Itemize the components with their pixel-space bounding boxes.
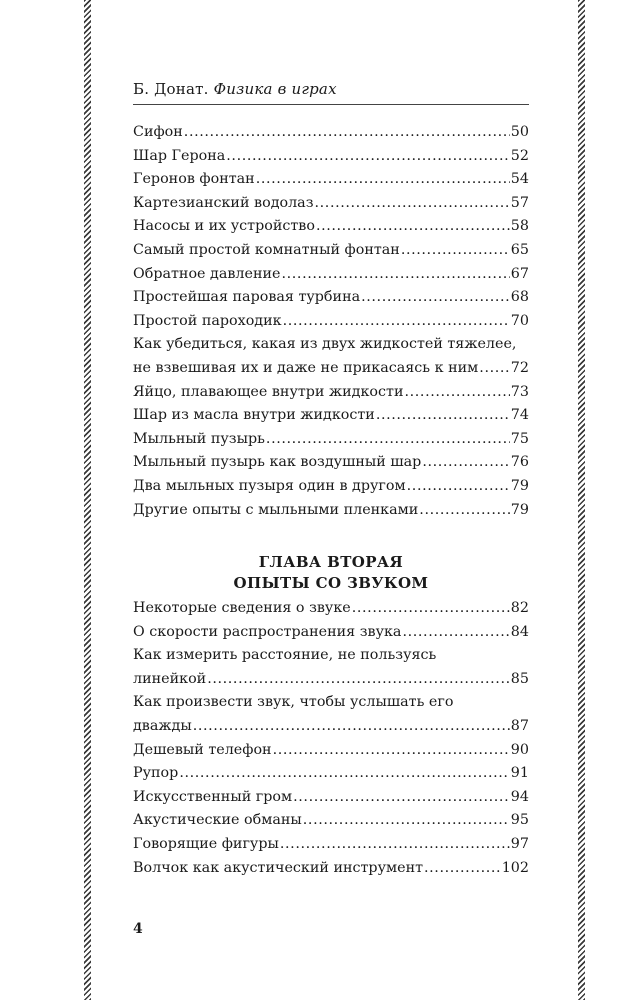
dot-leader <box>361 286 510 310</box>
dot-leader <box>293 786 510 810</box>
dot-leader <box>226 145 510 169</box>
toc-entry-page: 67 <box>510 265 529 282</box>
toc-entry <box>133 121 529 145</box>
dot-leader <box>419 499 510 523</box>
toc-entry-title: О скорости распространения звука <box>133 623 402 640</box>
dot-leader <box>352 597 510 621</box>
toc-entry-page: 68 <box>510 289 529 306</box>
dot-leader <box>404 381 509 405</box>
dot-leader <box>193 715 510 739</box>
toc-entry-title: Картезианский водолаз <box>133 194 314 211</box>
toc-entry-page: 70 <box>510 312 529 329</box>
dot-leader <box>316 215 510 239</box>
toc-entry <box>133 809 529 833</box>
toc-entry <box>133 857 529 881</box>
toc-entry-title: Другие опыты с мыльными пленками <box>133 501 419 518</box>
dot-leader <box>401 239 510 263</box>
toc-entry <box>133 499 529 523</box>
toc-entry-title: Акустические обманы <box>133 812 302 829</box>
toc-entry <box>133 762 529 786</box>
toc-entry-title: Некоторые сведения о звуке <box>133 600 351 616</box>
toc-entry-title: Рупор <box>133 765 179 782</box>
toc-entry-page: 87 <box>510 717 529 734</box>
dot-leader <box>184 121 510 145</box>
toc-entry-page: 65 <box>510 241 529 258</box>
dot-leader <box>179 762 509 786</box>
toc-entry-title-line1: Как измерить расстояние, не пользуясь <box>133 647 437 664</box>
toc-entry <box>133 475 529 499</box>
dot-leader <box>479 357 510 381</box>
dot-leader <box>207 668 510 692</box>
toc-entry-title: Яйцо, плавающее внутри жидкости <box>133 383 404 400</box>
toc-entry <box>133 145 529 169</box>
toc-entry <box>133 404 529 428</box>
dot-leader <box>422 451 509 475</box>
toc-entry-title: Простейшая паровая турбина <box>133 289 361 306</box>
toc-entry <box>133 333 529 380</box>
toc-entry-title: Шар из масла внутри жидкости <box>133 407 375 424</box>
toc-entry-page: 90 <box>510 741 529 758</box>
dot-leader <box>280 833 510 857</box>
dot-leader <box>315 192 510 216</box>
toc-entry-title: Дешевый телефон <box>133 741 272 758</box>
toc-entry <box>133 786 529 810</box>
chapter-title: ОПЫТЫ СО ЗВУКОМ <box>233 574 429 592</box>
toc-entry-page: 95 <box>510 812 529 829</box>
toc-entry <box>133 381 529 405</box>
decorative-border-left <box>84 0 91 1000</box>
page-number: 4 <box>133 921 143 937</box>
toc-entry <box>133 263 529 287</box>
toc-entry-title: Говорящие фигуры <box>133 835 279 852</box>
toc-entry-page: 76 <box>510 454 529 471</box>
dot-leader <box>273 739 510 763</box>
header-book-title: Физика в играх <box>213 80 337 98</box>
toc-entry-title: линейкой <box>133 670 207 687</box>
dot-leader <box>376 404 510 428</box>
toc-entry-page: 84 <box>510 623 529 640</box>
toc-entry-page: 91 <box>510 765 529 782</box>
toc-entry <box>133 286 529 310</box>
dot-leader <box>266 428 510 452</box>
toc-entry <box>133 451 529 475</box>
dot-leader <box>424 857 501 881</box>
chapter-heading <box>133 552 529 594</box>
toc-entry-page: 97 <box>510 835 529 852</box>
toc-entry-title: Два мыльных пузыря один в другом <box>133 477 406 494</box>
toc-entry-title: Обратное давление <box>133 265 281 282</box>
running-header <box>133 80 337 98</box>
toc-entry-title: Сифон <box>133 124 183 140</box>
dot-leader <box>303 809 510 833</box>
toc-entry-page: 52 <box>510 147 529 164</box>
toc-entry-title: Самый простой комнатный фонтан <box>133 241 400 258</box>
toc-entry-page: 75 <box>510 430 529 447</box>
toc-entry-page: 74 <box>510 407 529 424</box>
toc-entry-page: 102 <box>501 859 529 876</box>
toc-entry-title: дважды <box>133 717 192 734</box>
toc-entry <box>133 310 529 334</box>
toc-entry-page: 50 <box>510 124 529 140</box>
toc-entry <box>133 739 529 763</box>
decorative-border-right <box>578 0 585 1000</box>
dot-leader <box>407 475 510 499</box>
toc-entry-title: не взвешивая их и даже не прикасаясь к ним <box>133 359 479 376</box>
toc-entry-page: 58 <box>510 218 529 235</box>
toc-entry-page: 94 <box>510 788 529 805</box>
dot-leader <box>282 263 510 287</box>
toc-entry-page: 73 <box>510 383 529 400</box>
toc-entry <box>133 597 529 621</box>
toc-list-chapter-2 <box>133 597 529 880</box>
toc-entry <box>133 644 529 691</box>
toc-entry <box>133 192 529 216</box>
toc-entry <box>133 691 529 738</box>
toc-entry-title: Насосы и их устройство <box>133 218 315 235</box>
toc-entry-title: Шар Герона <box>133 147 226 164</box>
toc-entry-title: Искусственный гром <box>133 788 293 805</box>
toc-entry <box>133 621 529 645</box>
header-rule <box>133 104 529 105</box>
dot-leader <box>283 310 510 334</box>
toc-entry-page: 79 <box>510 477 529 494</box>
toc-entry-page: 72 <box>510 359 529 376</box>
dot-leader <box>402 621 509 645</box>
toc-entry-page: 79 <box>510 501 529 518</box>
dot-leader <box>256 168 510 192</box>
toc-entry-page: 57 <box>510 194 529 211</box>
toc-list-chapter-1 <box>133 121 529 522</box>
toc-entry-title: Геронов фонтан <box>133 171 255 188</box>
toc-entry <box>133 215 529 239</box>
toc-entry-page: 85 <box>510 670 529 687</box>
toc-entry <box>133 168 529 192</box>
toc-entry-title: Простой пароходик <box>133 312 282 329</box>
chapter-number: ГЛАВА ВТОРАЯ <box>258 553 404 571</box>
toc-entry-title: Волчок как акустический инструмент <box>133 859 424 876</box>
toc-entry-page: 82 <box>510 600 529 616</box>
toc-entry <box>133 239 529 263</box>
header-author: Б. Донат. <box>133 80 209 98</box>
toc-entry-title-line1: Как убедиться, какая из двух жидкостей тяжелее, <box>133 336 517 353</box>
toc-entry-title-line1: Как произвести звук, чтобы услышать его <box>133 694 454 711</box>
toc-entry-page: 54 <box>510 171 529 188</box>
toc-entry-title: Мыльный пузырь <box>133 430 265 447</box>
toc-entry <box>133 833 529 857</box>
toc-entry-title: Мыльный пузырь как воздушный шар <box>133 454 422 471</box>
toc-entry <box>133 428 529 452</box>
